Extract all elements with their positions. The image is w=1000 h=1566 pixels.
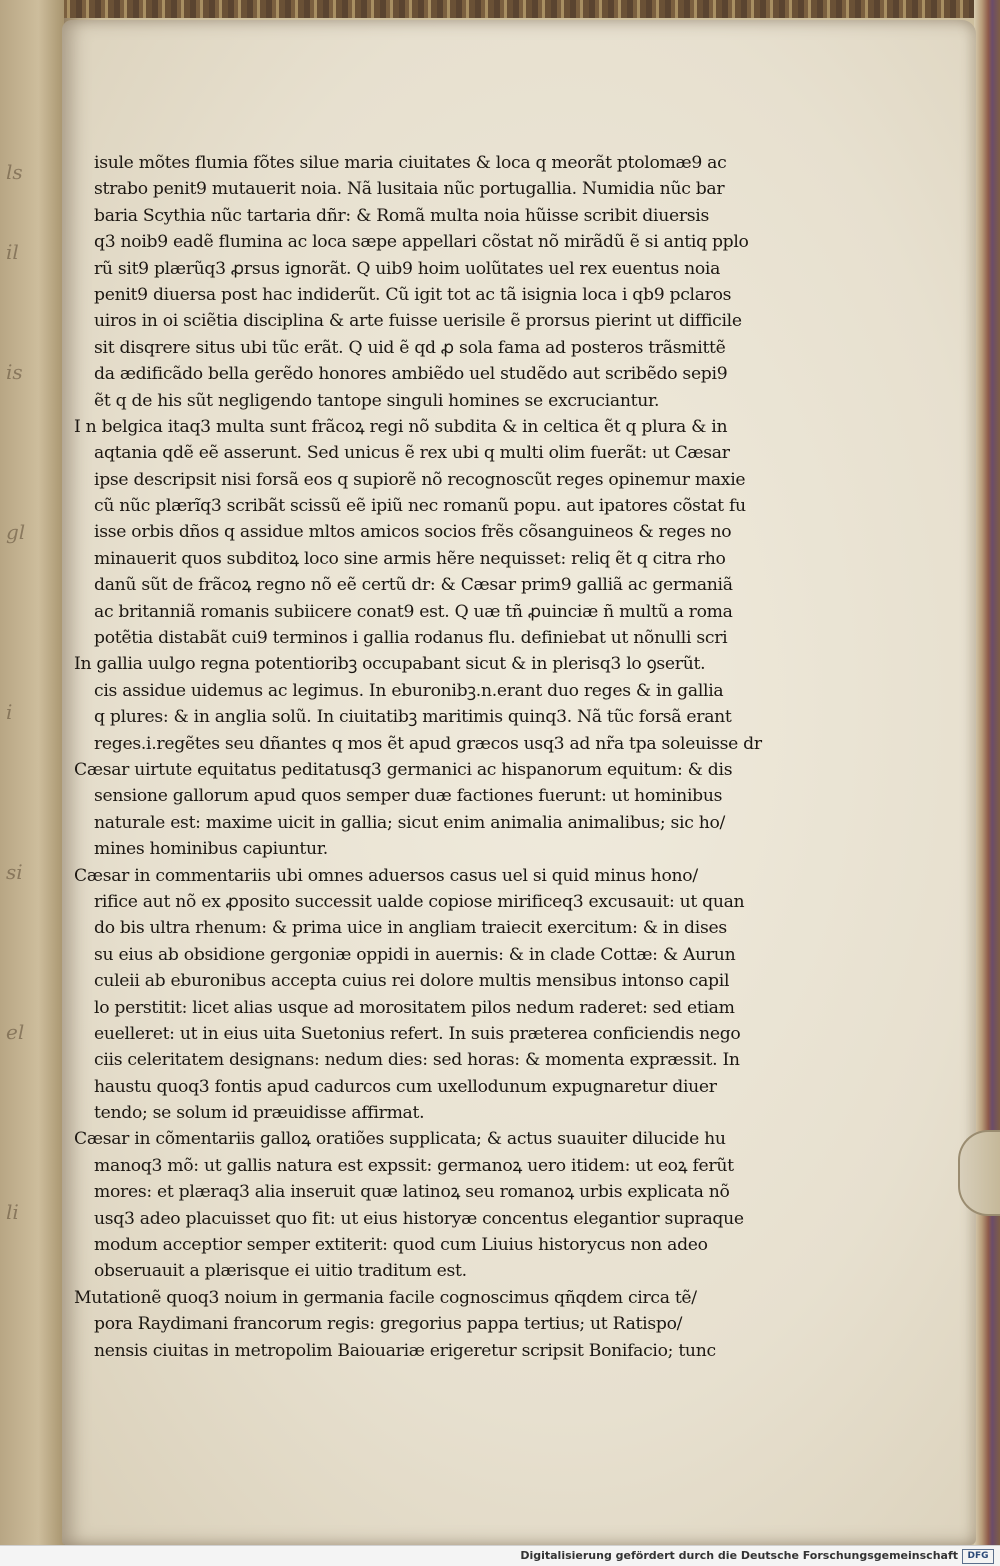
text-line: potẽtia distabãt cui9 terminos i gallia rodanus flu. definiebat ut nõnulli scri <box>94 628 728 649</box>
footer-bar <box>0 1545 1000 1566</box>
text-line: usq3 adeo placuisset quo fit: ut eius historyæ concentus elegantior supraque <box>94 1208 744 1229</box>
text-line: modum acceptior semper extiterit: quod cum Liuius historycus non adeo <box>94 1235 708 1256</box>
text-line: ciis celeritatem designans: nedum dies: sed horas: & momenta expræssit. In <box>94 1050 740 1071</box>
text-line: ac britanniã romanis subiicere conat9 est. Q uæ tñ ꝓuinciæ ñ multũ a roma <box>94 601 733 622</box>
text-line: isule mõtes flumia fõtes silue maria ciuitates & loca q meorãt ptolomæ9 ac <box>94 153 727 173</box>
text-line: I n belgica itaq3 multa sunt frãcoꝝ regi nõ subdita & in celtica ẽt q plura & in <box>74 416 728 437</box>
text-line: sit disqrere situs ubi tũc erãt. Q uid ẽ qd ꝓ sola fama ad posteros trãsmittẽ <box>94 337 726 358</box>
facing-page-edge: ls il is gl i si el li <box>0 0 64 1545</box>
dfg-logo: DFG <box>962 1549 994 1564</box>
book-edge-right <box>974 0 1000 1545</box>
text-line: danũ sũt de frãcoꝝ regno nõ eẽ certũ dr: & Cæsar prim9 galliã ac germaniã <box>94 575 733 596</box>
text-line: da ædificãdo bella gerẽdo honores ambiẽdo uel studẽdo aut scribẽdo sepi9 <box>94 364 728 385</box>
text-line: minauerit quos subditoꝝ loco sine armis hẽre nequisset: reliq ẽt q citra rho <box>94 548 726 569</box>
text-line: Cæsar uirtute equitatus peditatusq3 germanici ac hispanorum equitum: & dis <box>74 759 733 780</box>
book-edge-top <box>0 0 1000 18</box>
text-line: cis assidue uidemus ac legimus. In eburonibꝫ.n.erant duo reges & in gallia <box>94 680 724 701</box>
text-line: pora Raydimani francorum regis: gregorius pappa tertius; ut Ratispo/ <box>94 1314 683 1335</box>
text-line: ipse descripsit nisi forsã eos q supiorẽ nõ recognoscũt reges opinemur maxie <box>94 469 746 490</box>
text-line: nensis ciuitas in metropolim Baiouariæ erigeretur scripsit Bonifacio; tunc <box>94 1340 716 1361</box>
text-line: culeii ab eburonibus accepta cuius rei dolore multis mensibus intonso capil <box>94 971 730 992</box>
text-line: lo perstitit: licet alias usque ad morositatem pilos nedum raderet: sed etiam <box>94 997 735 1018</box>
text-line: tendo; se solum id præuidisse affirmat. <box>94 1103 425 1124</box>
text-line: strabo penit9 mutauerit noia. Nã lusitaia nũc portugallia. Numidia nũc bar <box>94 179 725 200</box>
page-text <box>74 150 774 1364</box>
text-line: cũ nũc plærĩq3 scribãt scissũ eẽ ipiũ nec romanũ popu. aut ipatores cõstat fu <box>94 496 746 517</box>
text-line: sensione gallorum apud quos semper duæ factiones fuerunt: ut hominibus <box>94 786 723 807</box>
text-line: mores: et plæraq3 alia inseruit quæ latinoꝝ seu romanoꝝ urbis explicata nõ <box>94 1182 730 1203</box>
text-line: ẽt q de his sũt negligendo tantope singuli homines se excruciantur. <box>94 390 660 411</box>
page-clasp <box>958 1130 1000 1216</box>
text-line: naturale est: maxime uicit in gallia; sicut enim animalia animalibus; sic ho/ <box>94 812 725 833</box>
text-line: rifice aut nõ ex ꝓposito successit ualde copiose mirificeq3 excusauit: ut quan <box>94 891 745 912</box>
text-line: Cæsar in commentariis ubi omnes aduersos casus uel si quid minus hono/ <box>74 865 698 886</box>
text-line: su eius ab obsidione gergoniæ oppidi in auernis: & in clade Cottæ: & Aurun <box>94 944 736 965</box>
text-line: In gallia uulgo regna potentioribꝫ occupabant sicut & in plerisq3 lo ꝯserũt. <box>74 654 706 675</box>
text-line: Cæsar in cõmentariis galloꝝ oratiões supplicata; & actus suauiter dilucide hu <box>74 1129 726 1150</box>
text-line: baria Scythia nũc tartaria dñr: & Romã multa noia hũisse scribit diuersis <box>94 205 709 226</box>
text-line: aqtania qdẽ eẽ asserunt. Sed unicus ẽ rex ubi q multi olim fuerãt: ut Cæsar <box>94 443 730 464</box>
text-line: q3 noib9 eadẽ flumina ac loca sæpe appellari cõstat nõ mirãdũ ẽ si antiq pplo <box>94 232 749 253</box>
text-line: uiros in oi sciẽtia disciplina & arte fuisse uerisile ẽ prorsus pierint ut difficile <box>94 311 742 332</box>
text-line: obseruauit a plærisque ei uitio traditum est. <box>94 1261 467 1282</box>
text-line: euelleret: ut in eius uita Suetonius refert. In suis præterea conficiendis nego <box>94 1023 741 1044</box>
text-line: reges.i.regẽtes seu dñantes q mos ẽt apud græcos usq3 ad nr̃a tpa soleuisse dr <box>94 733 762 754</box>
text-line: Mutationẽ quoq3 noium in germania facile cognoscimus qñqdem circa tẽ/ <box>74 1287 697 1308</box>
text-line: mines hominibus capiuntur. <box>94 839 328 860</box>
text-line: manoq3 mõ: ut gallis natura est expssit: germanoꝝ uero itidem: ut eoꝝ ferũt <box>94 1155 734 1176</box>
text-line: haustu quoq3 fontis apud cadurcos cum uxellodunum expugnaretur diuer <box>94 1076 717 1097</box>
text-line: do bis ultra rhenum: & prima uice in angliam traiecit exercitum: & in dises <box>94 918 727 939</box>
text-line: penit9 diuersa post hac indiderũt. Cũ igit tot ac tã isignia loca i qb9 pclaros <box>94 284 732 305</box>
footer-credit: Digitalisierung gefördert durch die Deutsche Forschungsgemeinschaft <box>520 1549 958 1562</box>
text-line: isse orbis dños q assidue mltos amicos socios frẽs cõsanguineos & reges no <box>94 522 732 543</box>
text-line: q plures: & in anglia solũ. In ciuitatibꝫ maritimis quinq3. Nã tũc forsã erant <box>94 707 732 728</box>
text-line: rũ sit9 plærũq3 ꝓrsus ignorãt. Q uib9 hoim uolũtates uel rex euentus noia <box>94 258 721 279</box>
